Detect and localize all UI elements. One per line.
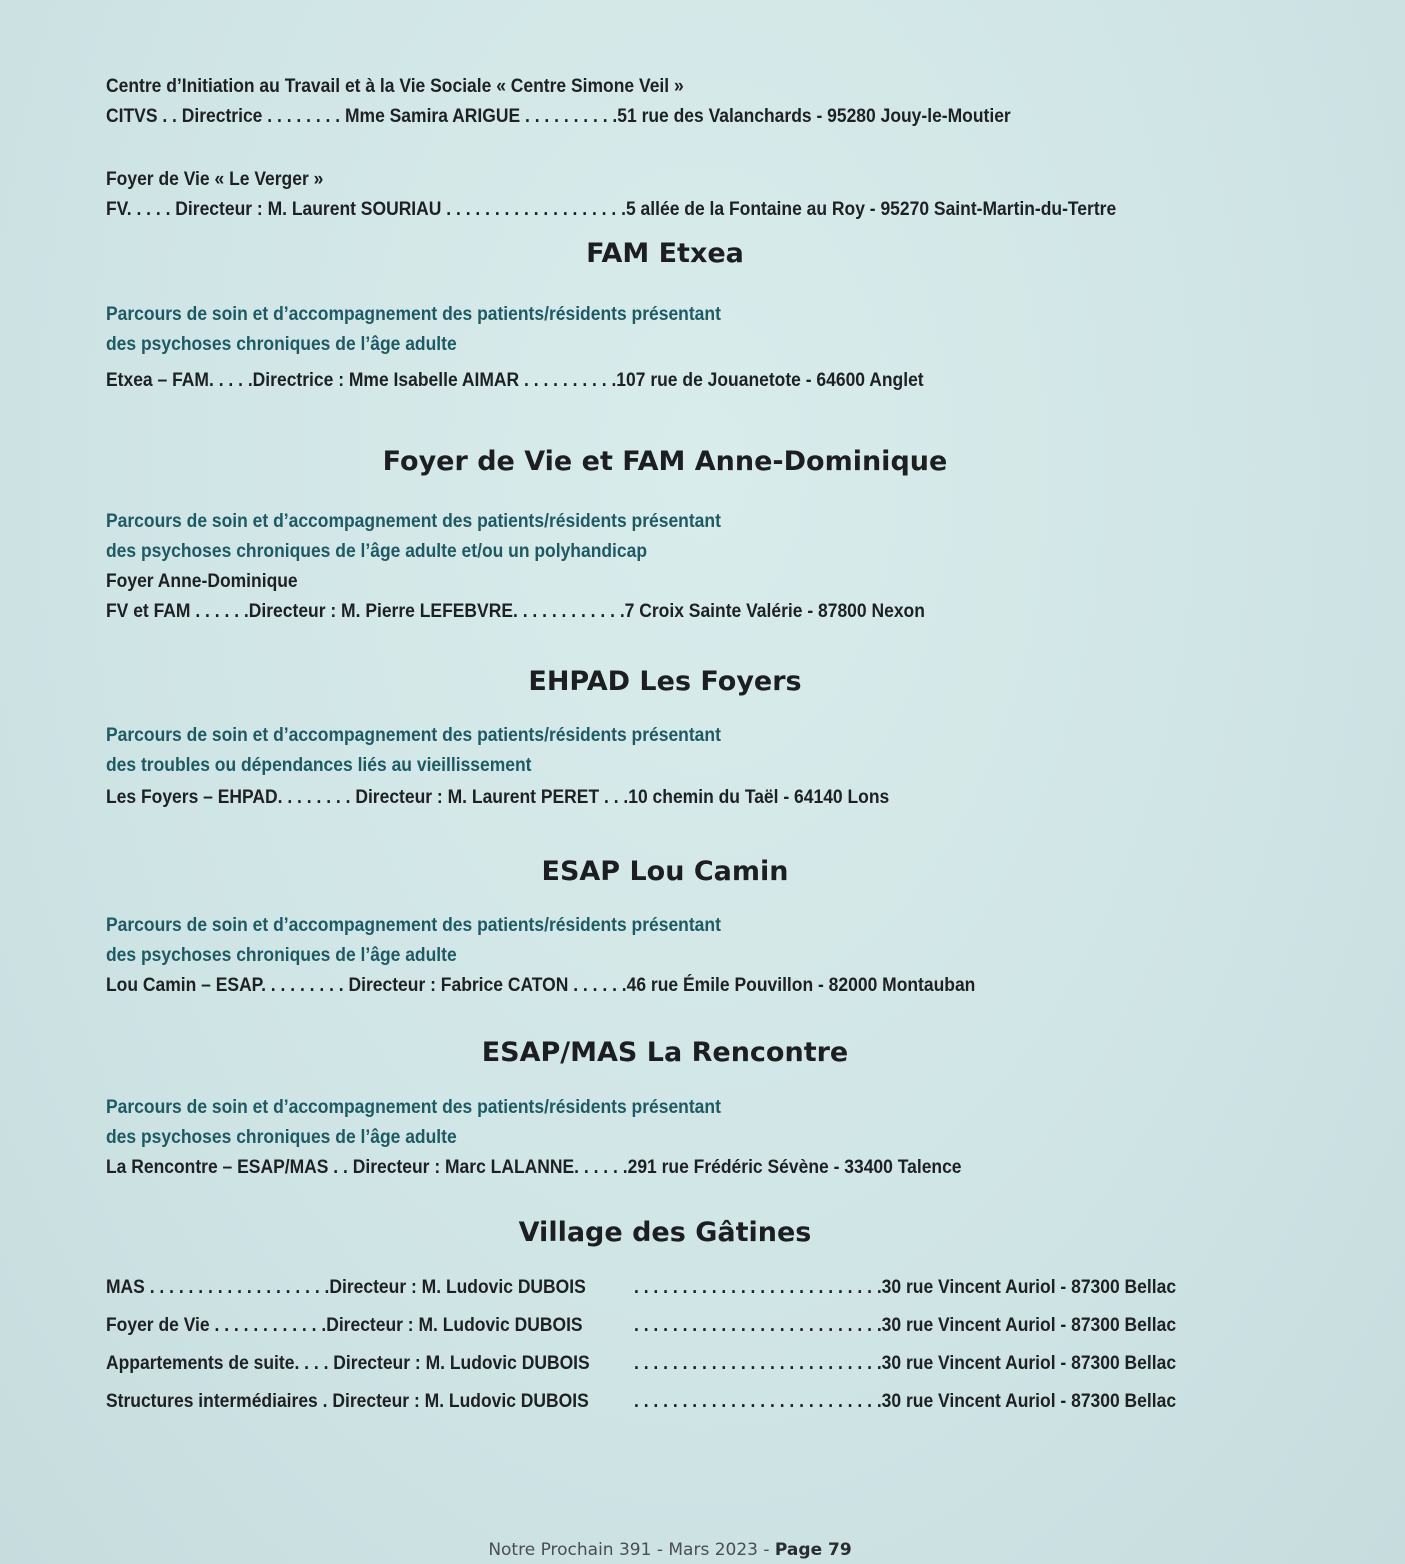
gatines-row [106, 1311, 1306, 1349]
rencontre-line: La Rencontre – ESAP/MAS . . Directeur : Marc LALANNE. . . . . .291 rue Frédéric Sévène - 33400 Talence [106, 1157, 962, 1178]
ehpad-line: Les Foyers – EHPAD. . . . . . . . Directeur : M. Laurent PERET . . .10 chemin du Taël - 64140 Lons [106, 787, 890, 808]
page-number: Page 79 [774, 1540, 852, 1560]
gatines-row [106, 1387, 1306, 1425]
fv-verger-title: Foyer de Vie « Le Verger » [106, 169, 324, 190]
fv-verger-line: FV. . . . . Directeur : M. Laurent SOURIAU . . . . . . . . . . . . . . . . . . .5 allée de la Fontaine au Roy - 95270 Saint-Martin-du-Tertre [106, 199, 1117, 220]
page-footer [0, 1540, 1340, 1560]
ehpad-heading: EHPAD Les Foyers [528, 666, 802, 697]
lou-camin-desc-2: des psychoses chroniques de l’âge adulte [106, 945, 457, 966]
fam-etxea-line: Etxea – FAM. . . . .Directrice : Mme Isabelle AIMAR . . . . . . . . . .107 rue de Jouanetote - 64600 Anglet [106, 370, 924, 391]
rencontre-desc-2: des psychoses chroniques de l’âge adulte [106, 1127, 457, 1148]
lou-camin-heading: ESAP Lou Camin [541, 856, 789, 887]
anne-dominique-sub: Foyer Anne-Dominique [106, 571, 298, 592]
gatines-row-left: Foyer de Vie . . . . . . . . . . . .Directeur : M. Ludovic DUBOIS [106, 1315, 583, 1336]
citvs-line: CITVS . . Directrice . . . . . . . . Mme Samira ARIGUE . . . . . . . . . .51 rue des Valanchards - 95280 Jouy-le-Moutier [106, 106, 1011, 127]
rencontre-heading: ESAP/MAS La Rencontre [481, 1037, 849, 1068]
anne-dominique-line: FV et FAM . . . . . .Directeur : M. Pierre LEFEBVRE. . . . . . . . . . . .7 Croix Sainte Valérie - 87800 Nexon [106, 601, 925, 622]
citvs-title: Centre d’Initiation au Travail et à la Vie Sociale « Centre Simone Veil » [106, 76, 684, 97]
citvs-entry [106, 72, 1306, 132]
gatines-row-right: . . . . . . . . . . . . . . . . . . . . . . . . . .30 rue Vincent Auriol - 87300 Bellac [634, 1353, 1177, 1374]
rencontre-desc-1: Parcours de soin et d’accompagnement des patients/résidents présentant [106, 1097, 721, 1118]
anne-dominique-desc-1: Parcours de soin et d’accompagnement des patients/résidents présentant [106, 511, 721, 532]
lou-camin-desc-1: Parcours de soin et d’accompagnement des patients/résidents présentant [106, 915, 721, 936]
anne-dominique-heading: Foyer de Vie et FAM Anne-Dominique [382, 446, 948, 477]
gatines-entries [106, 1273, 1306, 1425]
rencontre-entry [106, 1093, 1306, 1183]
gatines-row-left: Appartements de suite. . . . Directeur : M. Ludovic DUBOIS [106, 1353, 590, 1374]
ehpad-desc-2: des troubles ou dépendances liés au vieillissement [106, 755, 532, 776]
gatines-row-left: MAS . . . . . . . . . . . . . . . . . . .Directeur : M. Ludovic DUBOIS [106, 1277, 586, 1298]
ehpad-desc-1: Parcours de soin et d’accompagnement des patients/résidents présentant [106, 725, 721, 746]
fv-verger-entry [106, 165, 1306, 225]
footer-text: Notre Prochain 391 - Mars 2023 - [488, 1540, 775, 1560]
gatines-row [106, 1273, 1306, 1311]
gatines-row [106, 1349, 1306, 1387]
lou-camin-line: Lou Camin – ESAP. . . . . . . . . Directeur : Fabrice CATON . . . . . .46 rue Émile Pouvillon - 82000 Montauban [106, 975, 976, 996]
fam-etxea-entry [106, 300, 1306, 396]
anne-dominique-desc-2: des psychoses chroniques de l’âge adulte et/ou un polyhandicap [106, 541, 648, 562]
fam-etxea-desc-1: Parcours de soin et d’accompagnement des patients/résidents présentant [106, 304, 721, 325]
gatines-row-right: . . . . . . . . . . . . . . . . . . . . . . . . . .30 rue Vincent Auriol - 87300 Bellac [634, 1277, 1177, 1298]
ehpad-entry [106, 721, 1306, 813]
fam-etxea-desc-2: des psychoses chroniques de l’âge adulte [106, 334, 457, 355]
gatines-heading: Village des Gâtines [518, 1217, 812, 1248]
gatines-row-left: Structures intermédiaires . Directeur : M. Ludovic DUBOIS [106, 1391, 589, 1412]
gatines-row-right: . . . . . . . . . . . . . . . . . . . . . . . . . .30 rue Vincent Auriol - 87300 Bellac [634, 1391, 1177, 1412]
gatines-row-right: . . . . . . . . . . . . . . . . . . . . . . . . . .30 rue Vincent Auriol - 87300 Bellac [634, 1315, 1177, 1336]
fam-etxea-heading: FAM Etxea [586, 238, 744, 269]
anne-dominique-entry [106, 507, 1306, 627]
lou-camin-entry [106, 911, 1306, 1001]
